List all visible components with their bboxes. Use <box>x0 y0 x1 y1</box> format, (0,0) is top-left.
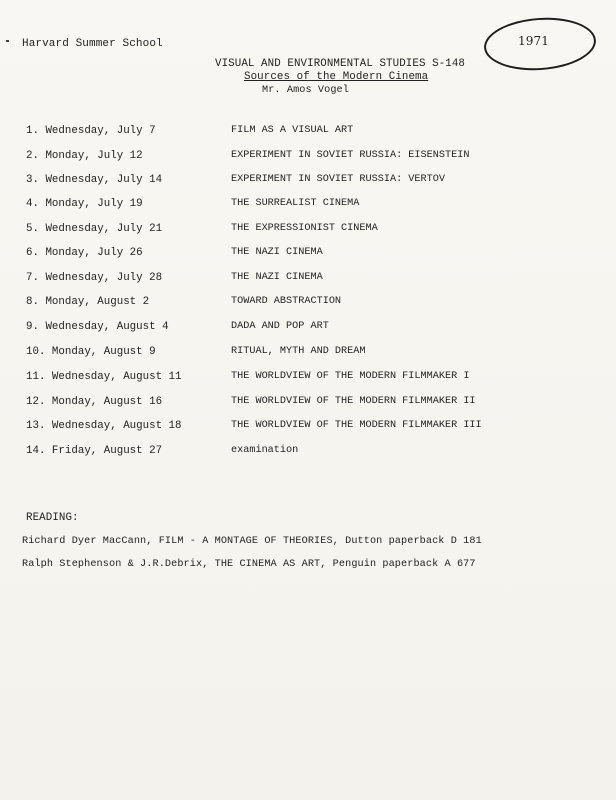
session-date: 12. Monday, August 16 <box>26 396 163 408</box>
session-topic: EXPERIMENT IN SOVIET RUSSIA: EISENSTEIN <box>231 150 470 161</box>
session-date: 13. Wednesday, August 18 <box>26 420 182 432</box>
session-topic: EXPERIMENT IN SOVIET RUSSIA: VERTOV <box>231 174 445 185</box>
session-topic: RITUAL, MYTH AND DREAM <box>231 346 366 357</box>
schedule-row <box>26 296 606 310</box>
session-date: 1. Wednesday, July 7 <box>26 125 156 137</box>
schedule-row <box>26 371 606 385</box>
session-topic: TOWARD ABSTRACTION <box>231 296 342 307</box>
session-topic: FILM AS A VISUAL ART <box>231 125 354 136</box>
session-date: 5. Wednesday, July 21 <box>26 223 163 235</box>
session-topic: THE NAZI CINEMA <box>231 272 323 283</box>
handwritten-year: 1971 <box>518 34 549 48</box>
schedule-row <box>26 125 606 139</box>
reading-item: Richard Dyer MacCann, FILM - A MONTAGE OF THEORIES, Dutton paperback D 181 <box>22 536 482 547</box>
session-topic: examination <box>231 445 299 456</box>
schedule-row <box>26 174 606 188</box>
session-topic: THE EXPRESSIONIST CINEMA <box>231 223 378 234</box>
session-date: 11. Wednesday, August 11 <box>26 371 182 383</box>
reading-heading: READING: <box>26 512 79 524</box>
session-date: 14. Friday, August 27 <box>26 445 163 457</box>
session-topic: THE NAZI CINEMA <box>231 247 323 258</box>
schedule-row <box>26 272 606 286</box>
reading-item: Ralph Stephenson & J.R.Debrix, THE CINEMA AS ART, Penguin paperback A 677 <box>22 559 476 570</box>
session-date: 4. Monday, July 19 <box>26 198 143 210</box>
session-topic: THE WORLDVIEW OF THE MODERN FILMMAKER II <box>231 396 476 407</box>
session-date: 6. Monday, July 26 <box>26 247 143 259</box>
session-topic: THE WORLDVIEW OF THE MODERN FILMMAKER I <box>231 371 470 382</box>
session-date: 7. Wednesday, July 28 <box>26 272 163 284</box>
course-title: VISUAL AND ENVIRONMENTAL STUDIES S-148 <box>215 58 466 70</box>
schedule-row <box>26 346 606 360</box>
session-date: 8. Monday, August 2 <box>26 296 150 308</box>
session-date: 2. Monday, July 12 <box>26 150 143 162</box>
schedule-row <box>26 396 606 410</box>
schedule-row <box>26 150 606 164</box>
session-topic: THE SURREALIST CINEMA <box>231 198 360 209</box>
schedule-row <box>26 198 606 212</box>
schedule-row <box>26 445 606 459</box>
organization-name: Harvard Summer School <box>22 38 163 50</box>
session-topic: DADA AND POP ART <box>231 321 329 332</box>
schedule-row <box>26 321 606 335</box>
margin-mark <box>6 40 9 42</box>
schedule-row <box>26 223 606 237</box>
session-date: 3. Wednesday, July 14 <box>26 174 163 186</box>
schedule-row <box>26 420 606 434</box>
session-date: 9. Wednesday, August 4 <box>26 321 169 333</box>
course-subtitle: Sources of the Modern Cinema <box>244 71 429 83</box>
instructor-name: Mr. Amos Vogel <box>262 85 349 96</box>
session-date: 10. Monday, August 9 <box>26 346 156 358</box>
session-topic: THE WORLDVIEW OF THE MODERN FILMMAKER III <box>231 420 482 431</box>
schedule-row <box>26 247 606 261</box>
